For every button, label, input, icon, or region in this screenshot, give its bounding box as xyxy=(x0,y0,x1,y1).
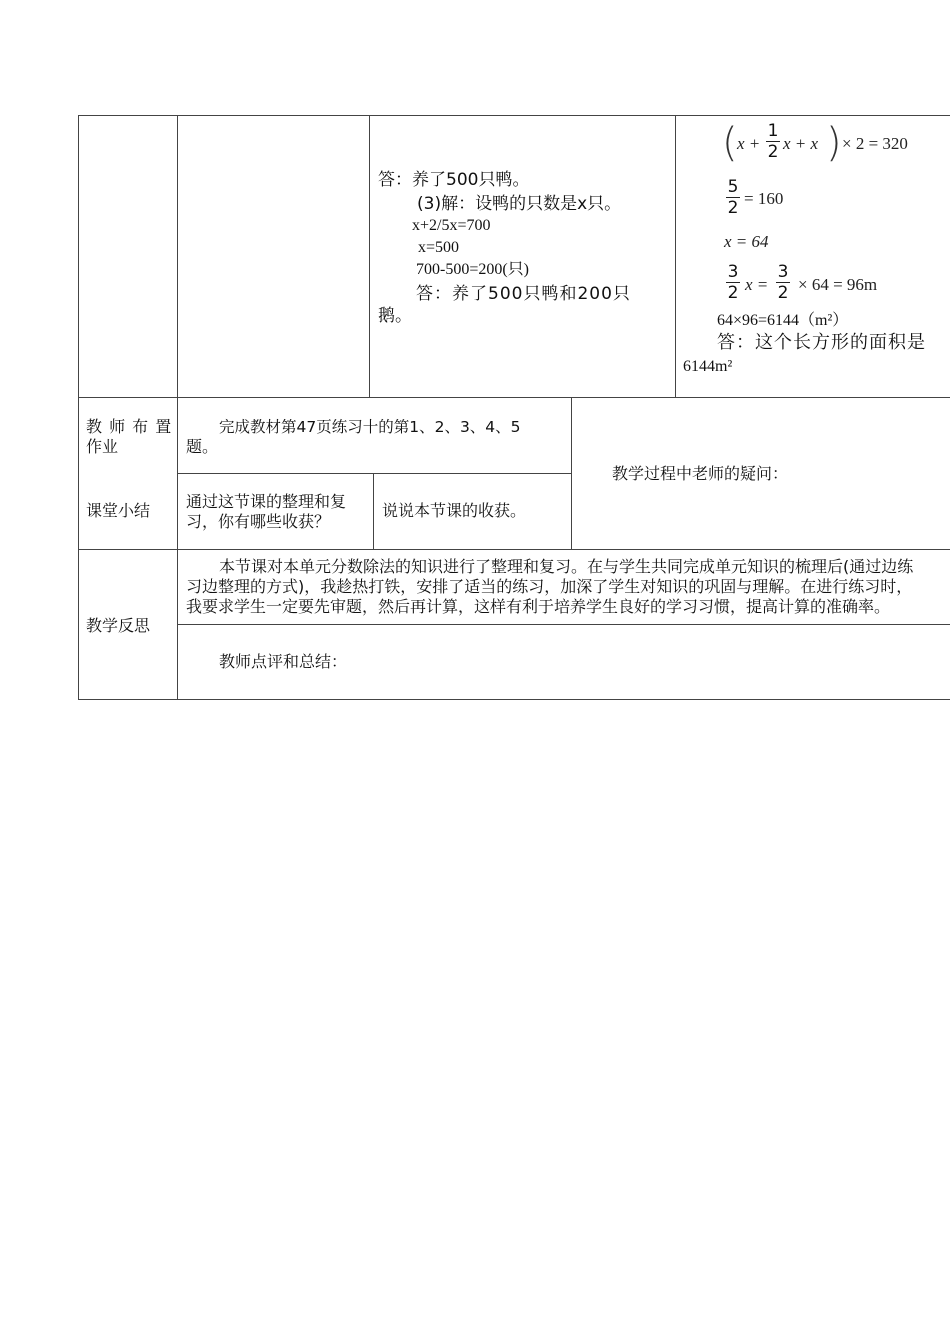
answer-ducks: 答：养了500只鸭。 xyxy=(378,170,530,190)
table-border xyxy=(675,115,676,397)
homework-label: 作业 xyxy=(86,437,119,456)
right-paren: ) xyxy=(826,120,842,166)
summary-answer: 说说本节课的收获。 xyxy=(382,501,527,520)
reflection-label: 教学反思 xyxy=(86,616,151,635)
answer-area-value: 6144m² xyxy=(683,358,733,375)
table-border-top xyxy=(78,115,950,116)
answer-ducks-geese: 答：养了500只鸭和200只 xyxy=(416,284,631,304)
table-border xyxy=(571,397,572,549)
homework-content: 完成教材第47页练习十的第1、2、3、4、5 xyxy=(219,418,521,436)
math-fraction xyxy=(776,263,790,302)
area-calculation: 64×96=6144（m²） xyxy=(717,312,849,329)
solution-step-3: (3)解：设鸭的只数是x只。 xyxy=(417,194,622,214)
table-border-bottom xyxy=(78,699,950,700)
table-border xyxy=(177,624,950,625)
math-fraction xyxy=(726,263,740,302)
summary-question: 习，你有哪些收获？ xyxy=(186,512,331,531)
math-fraction xyxy=(726,178,740,217)
math-var: x + xyxy=(737,134,761,153)
fraction-numerator: 5 xyxy=(727,177,739,197)
equation-line: x+2/5x=700 xyxy=(412,217,491,234)
table-border xyxy=(78,397,950,398)
table-border-left xyxy=(78,115,79,699)
math-rest: × 64 = 96m xyxy=(798,275,878,294)
reflection-text: 本节课对本单元分数除法的知识进行了整理和复习。在与学生共同完成单元知识的梳理后(通过边练 xyxy=(219,557,914,576)
table-border xyxy=(177,115,178,699)
math-var: x + x xyxy=(783,134,819,153)
equation-width: x = 64 xyxy=(724,232,769,251)
homework-label: 教 师 布 置 xyxy=(86,417,173,436)
table-border xyxy=(78,549,950,550)
math-rest: × 2 = 320 xyxy=(842,134,908,153)
fraction-denominator: 2 xyxy=(777,283,789,303)
table-border xyxy=(177,473,571,474)
fraction-numerator: 3 xyxy=(777,262,789,282)
homework-content: 题。 xyxy=(186,437,219,456)
equation-line: 700-500=200(只) xyxy=(416,261,530,278)
answer-area: 答：这个长方形的面积是 xyxy=(717,332,926,353)
equation-line: x=500 xyxy=(418,239,460,256)
summary-label: 课堂小结 xyxy=(86,501,151,520)
left-paren: ( xyxy=(722,120,738,166)
math-var: x = xyxy=(745,275,769,294)
teacher-doubts-label: 教学过程中老师的疑问： xyxy=(612,464,789,483)
fraction-numerator: 3 xyxy=(727,262,739,282)
fraction-denominator: 2 xyxy=(727,198,739,218)
fraction-denominator: 2 xyxy=(727,283,739,303)
reflection-text: 习边整理的方式)，我趁热打铁，安排了适当的练习，加深了学生对知识的巩固与理解。在进行练习时， xyxy=(186,577,913,596)
fraction-denominator: 2 xyxy=(767,142,779,162)
fraction-numerator: 1 xyxy=(767,121,779,141)
reflection-text: 我要求学生一定要先审题，然后再计算，这样有利于培养学生良好的学习习惯，提高计算的准确率。 xyxy=(186,597,891,616)
math-fraction xyxy=(766,122,780,161)
math-rest: = 160 xyxy=(744,189,784,208)
summary-question: 通过这节课的整理和复 xyxy=(186,492,347,511)
table-border xyxy=(373,473,374,549)
answer-continued: 鹅。 xyxy=(378,306,412,326)
table-border xyxy=(369,115,370,397)
teacher-review-label: 教师点评和总结： xyxy=(219,652,348,671)
